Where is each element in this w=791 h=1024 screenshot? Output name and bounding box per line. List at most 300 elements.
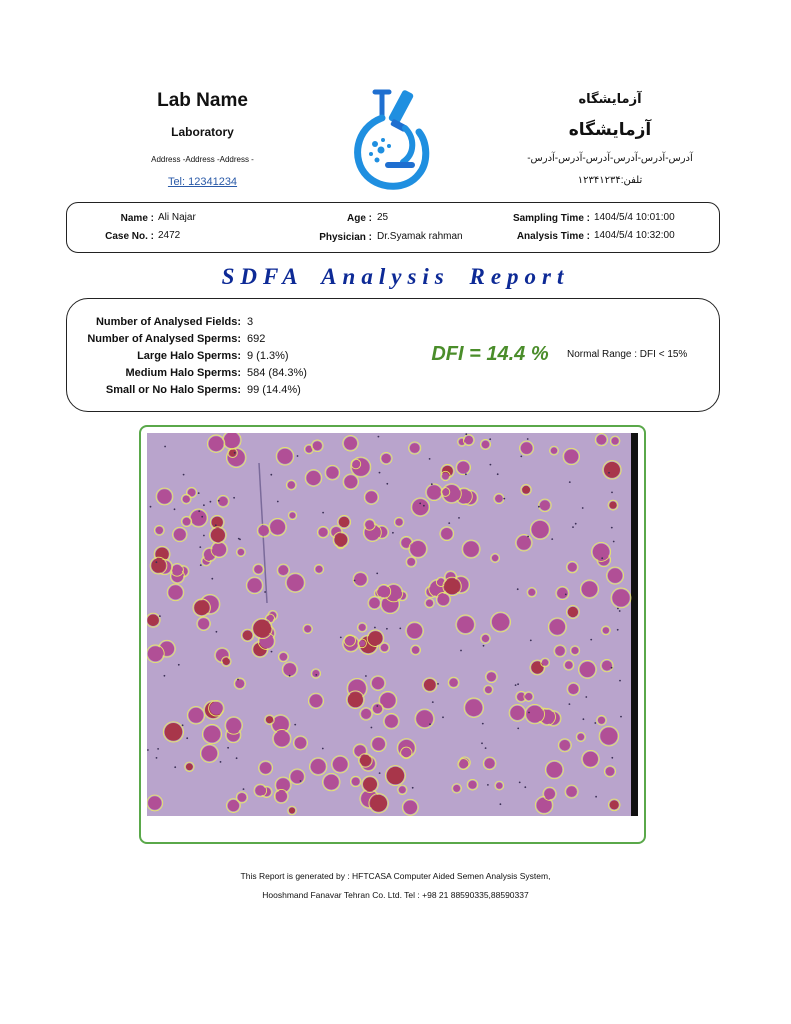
sperm-cell bbox=[218, 497, 227, 506]
debris-dot bbox=[199, 546, 201, 548]
debris-dot bbox=[234, 452, 236, 454]
debris-dot bbox=[569, 703, 571, 705]
sperm-cell bbox=[238, 549, 244, 555]
sperm-cell bbox=[610, 800, 619, 809]
debris-dot bbox=[376, 705, 378, 707]
debris-dot bbox=[198, 492, 200, 494]
debris-dot bbox=[429, 723, 431, 725]
debris-dot bbox=[487, 784, 489, 786]
sperm-cell bbox=[290, 512, 296, 518]
debris-dot bbox=[227, 747, 229, 749]
debris-dot bbox=[215, 524, 217, 526]
physician-label: Physician : bbox=[319, 232, 372, 243]
sperm-cell bbox=[365, 520, 374, 529]
sperm-cell bbox=[360, 755, 371, 766]
sperm-cell bbox=[204, 726, 221, 743]
lab-phone-persian: تلفن:۱۲۳۴۱۲۳۴ bbox=[577, 175, 643, 186]
sperm-cell bbox=[449, 678, 457, 686]
sperm-cell bbox=[313, 441, 322, 450]
sperm-cell bbox=[555, 646, 565, 656]
debris-dot bbox=[575, 523, 577, 525]
debris-dot bbox=[569, 481, 571, 483]
debris-dot bbox=[379, 472, 381, 474]
debris-dot bbox=[572, 526, 574, 528]
sperm-cell bbox=[284, 663, 297, 676]
sperm-cell bbox=[198, 618, 209, 629]
sperm-cell bbox=[306, 471, 320, 485]
debris-dot bbox=[608, 472, 610, 474]
sperm-cell bbox=[566, 786, 577, 797]
sperm-cell bbox=[537, 798, 552, 813]
image-edge-bar bbox=[631, 433, 638, 816]
debris-dot bbox=[582, 507, 584, 509]
debris-dot bbox=[611, 492, 613, 494]
sperm-cell bbox=[270, 520, 285, 535]
debris-dot bbox=[519, 782, 521, 784]
debris-dot bbox=[322, 748, 324, 750]
patient-info-box bbox=[66, 202, 720, 253]
sampling-time-value: 1404/5/4 10:01:00 bbox=[594, 212, 675, 223]
debris-dot bbox=[315, 674, 317, 676]
small-halo-label: Small or No Halo Sperms: bbox=[105, 384, 241, 396]
large-halo-label: Large Halo Sperms: bbox=[137, 350, 241, 362]
debris-dot bbox=[594, 722, 596, 724]
sperm-cell bbox=[183, 518, 191, 526]
debris-dot bbox=[354, 580, 356, 582]
sperm-cell bbox=[291, 770, 304, 783]
sperm-cell bbox=[369, 598, 380, 609]
sperm-cell bbox=[531, 661, 543, 673]
sperm-cell bbox=[557, 588, 568, 599]
sperm-cell bbox=[593, 544, 610, 561]
sperm-cell bbox=[492, 555, 498, 561]
sperm-cell bbox=[211, 528, 225, 542]
sperm-cell bbox=[363, 777, 377, 791]
debris-dot bbox=[520, 456, 522, 458]
debris-dot bbox=[164, 446, 166, 448]
debris-dot bbox=[203, 535, 205, 537]
debris-dot bbox=[460, 650, 462, 652]
sperm-cell bbox=[344, 437, 357, 450]
debris-dot bbox=[617, 608, 619, 610]
sperm-cell bbox=[370, 795, 387, 812]
debris-dot bbox=[481, 742, 483, 744]
sperm-cell bbox=[333, 757, 348, 772]
age-label: Age : bbox=[347, 213, 372, 224]
sperm-cell bbox=[151, 558, 165, 572]
sperm-cell bbox=[521, 442, 533, 454]
sperm-cell bbox=[209, 436, 224, 451]
sperm-cell bbox=[387, 767, 405, 785]
sperm-cell bbox=[255, 785, 265, 795]
sperm-cell bbox=[253, 620, 271, 638]
sperm-cell bbox=[517, 536, 531, 550]
debris-dot bbox=[233, 497, 235, 499]
sperm-cell bbox=[172, 565, 182, 575]
debris-dot bbox=[528, 712, 530, 714]
debris-dot bbox=[201, 516, 203, 518]
normal-range: Normal Range : DFI < 15% bbox=[567, 349, 688, 360]
debris-dot bbox=[431, 483, 433, 485]
lab-name-persian: آزمایشگاه bbox=[578, 91, 642, 106]
sperm-cell bbox=[583, 752, 598, 767]
sperm-cell bbox=[287, 574, 304, 591]
sperm-cell bbox=[385, 715, 398, 728]
sperm-cell bbox=[212, 543, 226, 557]
debris-dot bbox=[517, 683, 519, 685]
debris-dot bbox=[442, 716, 444, 718]
sperm-cell bbox=[378, 586, 390, 598]
sperm-cell bbox=[412, 646, 419, 653]
lab-address-persian: آدرس-آدرس-آدرس-آدرس-آدرس-آدرس- bbox=[527, 153, 693, 164]
sperm-cell bbox=[278, 565, 288, 575]
sperm-cell bbox=[316, 566, 323, 573]
sperm-cell bbox=[600, 728, 617, 745]
debris-dot bbox=[294, 724, 296, 726]
sperm-cell bbox=[463, 541, 479, 557]
debris-dot bbox=[218, 500, 220, 502]
debris-dot bbox=[419, 503, 421, 505]
sperm-cell bbox=[248, 578, 262, 592]
sperm-cell bbox=[311, 759, 326, 774]
name-label: Name : bbox=[120, 213, 154, 224]
sperm-cell bbox=[412, 499, 428, 515]
sperm-cell bbox=[243, 630, 253, 640]
debris-dot bbox=[619, 680, 621, 682]
report-title: SDFA Analysis Report bbox=[221, 264, 570, 289]
debris-dot bbox=[620, 716, 622, 718]
medium-halo-value: 584 (84.3%) bbox=[247, 367, 307, 379]
debris-dot bbox=[156, 757, 158, 759]
debris-dot bbox=[270, 474, 272, 476]
sperm-cell bbox=[608, 568, 623, 583]
sperm-cell bbox=[226, 718, 241, 733]
name-value: Ali Najar bbox=[158, 212, 196, 223]
sperm-cell bbox=[348, 692, 363, 707]
sperm-cell bbox=[359, 624, 366, 631]
debris-dot bbox=[524, 786, 526, 788]
sperm-cell bbox=[148, 646, 163, 661]
debris-dot bbox=[611, 757, 613, 759]
sperm-cell bbox=[368, 631, 382, 645]
sperm-cell bbox=[410, 443, 420, 453]
sperm-cell bbox=[453, 785, 460, 792]
debris-dot bbox=[371, 727, 373, 729]
age-value: 25 bbox=[377, 212, 389, 223]
sperm-cell bbox=[597, 435, 607, 445]
debris-dot bbox=[379, 772, 381, 774]
sperm-cell bbox=[223, 658, 230, 665]
lab-address: Address -Address -Address - bbox=[151, 155, 254, 164]
debris-dot bbox=[490, 464, 492, 466]
sperm-cell bbox=[442, 473, 449, 480]
sperm-cell bbox=[280, 653, 288, 661]
debris-dot bbox=[271, 651, 273, 653]
sperm-cell bbox=[344, 475, 357, 488]
dfi-result: DFI = 14.4 % bbox=[431, 343, 549, 365]
debris-dot bbox=[527, 536, 529, 538]
debris-dot bbox=[503, 498, 505, 500]
sperm-cell bbox=[510, 706, 524, 720]
debris-dot bbox=[365, 675, 367, 677]
debris-dot bbox=[211, 578, 213, 580]
debris-dot bbox=[429, 458, 431, 460]
sperm-cell bbox=[550, 619, 566, 635]
debris-dot bbox=[183, 474, 185, 476]
lab-subtitle: Laboratory bbox=[171, 125, 234, 139]
sperm-cell bbox=[310, 694, 323, 707]
debris-dot bbox=[483, 645, 485, 647]
debris-dot bbox=[601, 557, 603, 559]
debris-dot bbox=[300, 780, 302, 782]
sperm-cell bbox=[612, 589, 629, 606]
debris-dot bbox=[611, 667, 613, 669]
sperm-cell bbox=[465, 699, 482, 716]
debris-dot bbox=[277, 501, 279, 503]
sperm-cell bbox=[361, 709, 371, 719]
analysed-sperms-value: 692 bbox=[247, 333, 266, 345]
sperm-cell bbox=[540, 500, 550, 510]
microscopy-image-frame bbox=[139, 425, 646, 844]
debris-dot bbox=[590, 639, 592, 641]
sperm-cell bbox=[580, 662, 595, 677]
sperm-cell bbox=[235, 679, 244, 688]
sperm-cell bbox=[482, 635, 489, 642]
debris-dot bbox=[340, 637, 342, 639]
debris-dot bbox=[432, 701, 434, 703]
sperm-cell bbox=[547, 762, 563, 778]
sperm-cell bbox=[266, 716, 273, 723]
sperm-cell bbox=[324, 775, 339, 790]
analysed-fields-label: Number of Analysed Fields: bbox=[95, 316, 241, 328]
sperm-cell bbox=[228, 800, 239, 811]
sperm-cell bbox=[156, 527, 163, 534]
debris-dot bbox=[611, 527, 613, 529]
debris-dot bbox=[376, 573, 378, 575]
sperm-cell bbox=[352, 460, 359, 467]
footer-generated-by: This Report is generated by : HFTCASA Computer Aided Semen Analysis System, bbox=[240, 871, 551, 881]
case-value: 2472 bbox=[158, 230, 181, 241]
sperm-cell bbox=[612, 437, 619, 444]
sperm-cell bbox=[426, 600, 433, 607]
sperm-cell bbox=[568, 607, 578, 617]
sperm-cell bbox=[354, 745, 365, 756]
debris-dot bbox=[322, 512, 324, 514]
debris-dot bbox=[517, 588, 519, 590]
debris-dot bbox=[482, 723, 484, 725]
debris-dot bbox=[200, 564, 202, 566]
sperm-cell bbox=[577, 734, 584, 741]
sperm-cell bbox=[401, 538, 411, 548]
debris-dot bbox=[374, 627, 376, 629]
debris-dot bbox=[423, 505, 425, 507]
debris-dot bbox=[458, 517, 460, 519]
sperm-cell bbox=[568, 563, 577, 572]
sperm-cell bbox=[372, 738, 385, 751]
analysed-fields-value: 3 bbox=[247, 316, 254, 328]
debris-dot bbox=[583, 718, 585, 720]
debris-dot bbox=[157, 748, 159, 750]
sperm-cell bbox=[441, 528, 452, 539]
sperm-cell bbox=[366, 491, 378, 503]
sperm-cell bbox=[267, 615, 274, 622]
sperm-cell bbox=[568, 684, 578, 694]
debris-dot bbox=[500, 803, 502, 805]
debris-dot bbox=[497, 473, 499, 475]
sperm-cell bbox=[542, 659, 548, 665]
sperm-cell bbox=[551, 447, 557, 453]
sperm-cell bbox=[147, 614, 159, 626]
sperm-cell bbox=[407, 558, 415, 566]
sperm-cell bbox=[457, 616, 474, 633]
sperm-cell bbox=[399, 786, 406, 793]
sperm-cell bbox=[495, 495, 503, 503]
analysis-time-label: Analysis Time : bbox=[516, 231, 590, 242]
sperm-cell bbox=[564, 450, 578, 464]
sperm-cell bbox=[424, 679, 436, 691]
sperm-cell bbox=[485, 686, 492, 693]
sperm-cell bbox=[259, 525, 269, 535]
sperm-cell bbox=[295, 737, 307, 749]
sperm-cell bbox=[276, 791, 287, 802]
sperm-cell bbox=[465, 436, 473, 444]
sperm-cell bbox=[410, 541, 426, 557]
sperm-cell bbox=[274, 731, 290, 747]
sperm-cell bbox=[319, 528, 328, 537]
sperm-cell bbox=[372, 677, 384, 689]
sperm-cell bbox=[402, 748, 411, 757]
sperm-cell bbox=[528, 589, 535, 596]
sperm-cell bbox=[602, 661, 612, 671]
sperm-cell bbox=[186, 763, 193, 770]
sperm-cell bbox=[277, 449, 292, 464]
sperm-cell bbox=[532, 521, 549, 538]
physician-value: Dr.Syamak rahman bbox=[377, 231, 463, 242]
sperm-cell bbox=[354, 573, 366, 585]
debris-dot bbox=[538, 506, 540, 508]
large-halo-value: 9 (1.3%) bbox=[247, 350, 289, 362]
debris-dot bbox=[515, 684, 517, 686]
sperm-cell bbox=[254, 565, 262, 573]
sperm-cell bbox=[381, 644, 388, 651]
case-label: Case No. : bbox=[105, 231, 154, 242]
debris-dot bbox=[178, 664, 180, 666]
sperm-cell bbox=[288, 481, 295, 488]
sperm-cell bbox=[442, 489, 448, 495]
sperm-cell bbox=[312, 670, 319, 677]
sperm-cell bbox=[289, 807, 295, 813]
debris-dot bbox=[485, 747, 487, 749]
sperm-cell bbox=[485, 758, 495, 768]
sperm-cell bbox=[194, 600, 209, 615]
debris-dot bbox=[517, 728, 519, 730]
debris-dot bbox=[174, 508, 176, 510]
sperm-cell bbox=[326, 467, 338, 479]
small-halo-value: 99 (14.4%) bbox=[247, 384, 301, 396]
sperm-cell bbox=[609, 501, 616, 508]
sperm-cell bbox=[487, 672, 496, 681]
sampling-time-label: Sampling Time : bbox=[512, 213, 590, 224]
sperm-cell bbox=[444, 578, 460, 594]
debris-dot bbox=[378, 436, 380, 438]
footer-company: Hooshmand Fanavar Tehran Co. Ltd. Tel : +98 21 88590335,88590337 bbox=[262, 890, 529, 900]
debris-dot bbox=[412, 787, 414, 789]
lab-subtitle-persian: آزمایشگاه bbox=[568, 120, 652, 139]
debris-dot bbox=[264, 591, 266, 593]
analysed-sperms-label: Number of Analysed Sperms: bbox=[87, 333, 241, 345]
sperm-cell bbox=[339, 517, 350, 528]
debris-dot bbox=[289, 675, 291, 677]
debris-dot bbox=[386, 628, 388, 630]
medium-halo-label: Medium Halo Sperms: bbox=[125, 367, 241, 379]
debris-dot bbox=[156, 561, 158, 563]
debris-dot bbox=[210, 501, 212, 503]
sperm-cell bbox=[183, 496, 190, 503]
sperm-cell bbox=[260, 762, 272, 774]
debris-dot bbox=[297, 455, 299, 457]
sperm-cell bbox=[522, 486, 530, 494]
sperm-cell bbox=[189, 708, 204, 723]
microscopy-image bbox=[147, 433, 638, 816]
debris-dot bbox=[619, 610, 621, 612]
debris-dot bbox=[437, 683, 439, 685]
debris-dot bbox=[595, 796, 597, 798]
sperm-cell bbox=[482, 441, 490, 449]
sperm-cell bbox=[407, 623, 422, 638]
sperm-cell bbox=[165, 723, 183, 741]
debris-dot bbox=[147, 749, 149, 751]
sperm-cell bbox=[525, 693, 532, 700]
debris-dot bbox=[186, 737, 188, 739]
debris-dot bbox=[551, 538, 553, 540]
sperm-cell bbox=[603, 627, 609, 633]
debris-dot bbox=[216, 631, 218, 633]
debris-dot bbox=[237, 679, 239, 681]
sperm-cell bbox=[492, 613, 509, 630]
sperm-cell bbox=[148, 796, 161, 809]
sperm-cell bbox=[174, 529, 186, 541]
sperm-cell bbox=[544, 788, 555, 799]
sperm-cell bbox=[202, 746, 218, 762]
debris-dot bbox=[617, 629, 619, 631]
lab-phone-link[interactable]: Tel: 12341234 bbox=[167, 176, 238, 188]
debris-dot bbox=[198, 510, 200, 512]
sperm-cell bbox=[565, 661, 573, 669]
sperm-cell bbox=[582, 581, 598, 597]
sperm-cell bbox=[468, 781, 476, 789]
analysis-time-value: 1404/5/4 10:32:00 bbox=[594, 230, 675, 241]
sperm-cell bbox=[404, 801, 418, 815]
debris-dot bbox=[150, 506, 152, 508]
sperm-cell bbox=[496, 782, 502, 788]
debris-dot bbox=[613, 541, 615, 543]
sperm-cell bbox=[427, 485, 441, 499]
debris-dot bbox=[448, 522, 450, 524]
lab-name: Lab Name bbox=[157, 90, 248, 111]
debris-dot bbox=[399, 628, 401, 630]
sperm-cell bbox=[457, 462, 469, 474]
debris-dot bbox=[527, 438, 529, 440]
debris-dot bbox=[159, 615, 161, 617]
debris-dot bbox=[465, 473, 467, 475]
debris-dot bbox=[174, 766, 176, 768]
debris-dot bbox=[530, 640, 532, 642]
sperm-cell bbox=[382, 454, 391, 463]
sperm-cell bbox=[212, 517, 223, 528]
debris-dot bbox=[465, 433, 467, 435]
sperm-cell bbox=[352, 778, 360, 786]
debris-dot bbox=[164, 675, 166, 677]
